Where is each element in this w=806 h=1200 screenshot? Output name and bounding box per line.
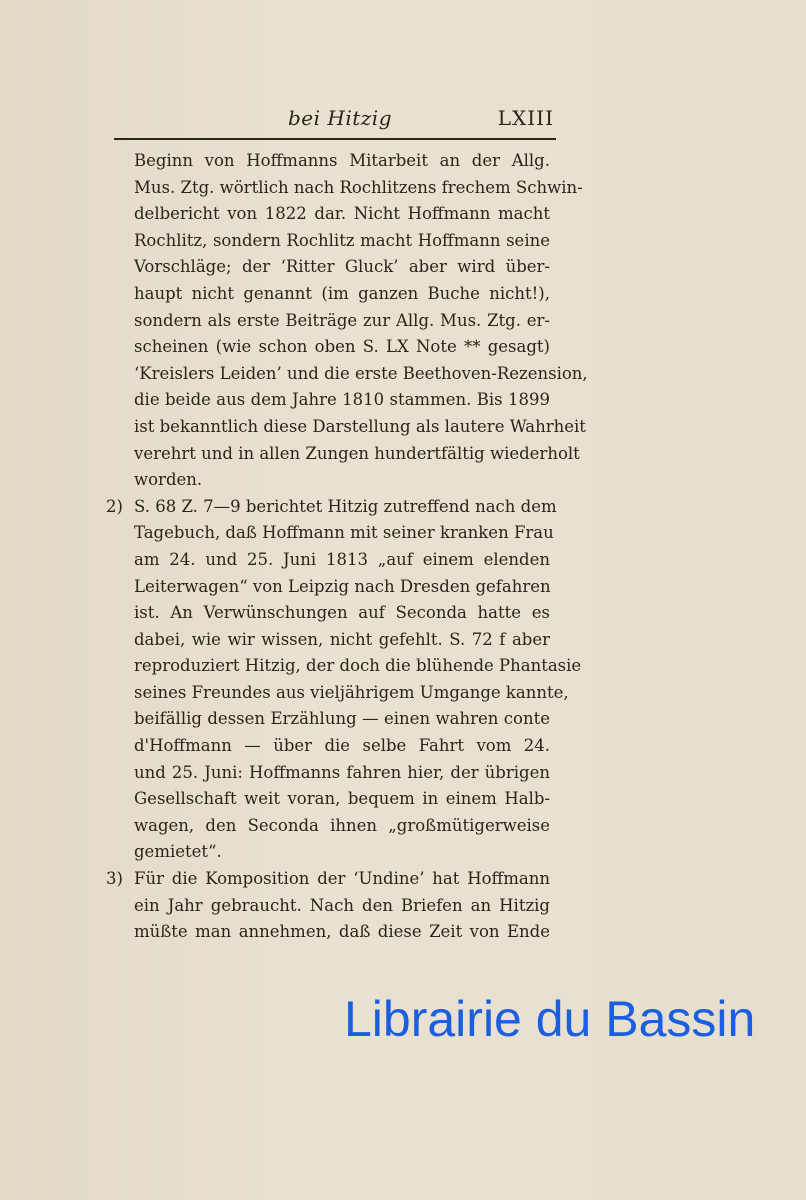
footnote-marker: 3) bbox=[106, 869, 123, 889]
text-line: S. 68 Z. 7—9 berichtet Hitzig zutreffend nach dem bbox=[134, 496, 557, 516]
text-line: müßte man annehmen, daß diese Zeit von Ende bbox=[134, 922, 550, 942]
text-line: reproduziert Hitzig, der doch die blühende Phantasie bbox=[134, 656, 582, 676]
text-line: scheinen (wie schon oben S. LX Note ** gesagt) bbox=[134, 337, 550, 357]
text-line: dabei, wie wir wissen, nicht gefehlt. S. 72 f aber bbox=[134, 629, 550, 649]
text-line: Beginn von Hoffmanns Mitarbeit an der Allg. bbox=[134, 151, 550, 170]
text-line: ist bekanntlich diese Darstellung als lautere Wahrheit bbox=[134, 416, 586, 436]
running-head: bei Hitzig bbox=[288, 106, 393, 130]
footnote-2 bbox=[106, 494, 582, 866]
paragraph-continued bbox=[134, 148, 588, 494]
text-line: d'Hoffmann — über die selbe Fahrt vom 24. bbox=[134, 736, 550, 756]
text-line: Mus. Ztg. wörtlich nach Rochlitzens frechem Schwin- bbox=[134, 177, 583, 197]
text-line: Vorschläge; der ‘Ritter Gluck’ aber wird über- bbox=[134, 257, 550, 277]
page-number: LXIII bbox=[497, 106, 554, 130]
text-line: am 24. und 25. Juni 1813 „auf einem elenden bbox=[134, 549, 550, 569]
text-line: Rochlitz, sondern Rochlitz macht Hoffmann seine bbox=[134, 230, 550, 250]
text-line: haupt nicht genannt (im ganzen Buche nicht!), bbox=[134, 283, 550, 303]
text-line: Für die Komposition der ‘Undine’ hat Hoffmann bbox=[134, 869, 550, 889]
text-line: und 25. Juni: Hoffmanns fahren hier, der übrigen bbox=[134, 762, 550, 782]
text-line: Gesellschaft weit voran, bequem in einem Halb- bbox=[134, 789, 550, 809]
footnote-3 bbox=[106, 866, 550, 946]
text-line: sondern als erste Beiträge zur Allg. Mus. Ztg. er- bbox=[134, 310, 550, 330]
watermark: Librairie du Bassin bbox=[344, 991, 756, 1047]
footnote-marker: 2) bbox=[106, 496, 123, 516]
text-line: Leiterwagen“ von Leipzig nach Dresden gefahren bbox=[134, 576, 551, 596]
text-line: verehrt und in allen Zungen hundertfältig wiederholt bbox=[134, 443, 580, 463]
text-line: worden. bbox=[134, 470, 203, 490]
text-line: delbericht von 1822 dar. Nicht Hoffmann macht bbox=[134, 204, 550, 224]
text-line: seines Freundes aus vieljährigem Umgange kannte, bbox=[134, 682, 569, 702]
text-line: ist. An Verwünschungen auf Seconda hatte es bbox=[134, 603, 550, 623]
page-header bbox=[114, 104, 556, 140]
text-line: ‘Kreislers Leiden’ und die erste Beethoven-Rezension, bbox=[134, 363, 588, 383]
text-line: Tagebuch, daß Hoffmann mit seiner kranken Frau bbox=[134, 523, 554, 543]
page-body bbox=[106, 148, 588, 946]
text-line: ein Jahr gebraucht. Nach den Briefen an Hitzig bbox=[134, 895, 550, 915]
text-line: beifällig dessen Erzählung — einen wahren conte bbox=[134, 709, 550, 729]
text-line: gemietet“. bbox=[134, 842, 222, 862]
text-line: wagen, den Seconda ihnen „großmütigerweise bbox=[134, 815, 550, 835]
text-line: die beide aus dem Jahre 1810 stammen. Bis 1899 bbox=[134, 390, 550, 410]
